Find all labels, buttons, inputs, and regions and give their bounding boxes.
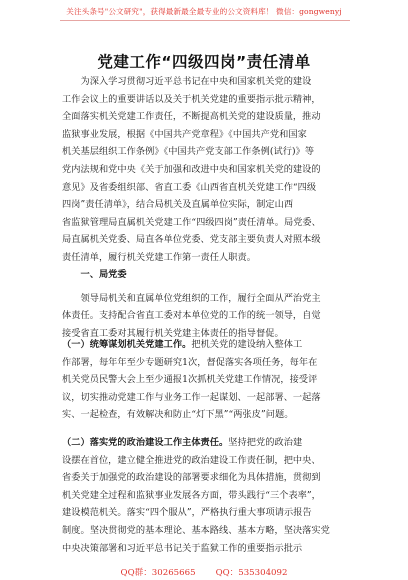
text-line: 省委关于加强党的政治建设的部署要求细化为具体措施，贯彻到 [62,472,321,484]
text-line: 机关基层组织工作条例》《中国共产党支部工作条例(试行)》等 [62,146,315,158]
text-line: 省监狱管理局直属机关党建工作“四级四岗”责任清单。局党委、 [62,216,321,228]
section-1 [62,266,350,342]
item-first-line [62,434,350,452]
text-line: 体责任。支持配合省直工委对本单位党的工作的统一领导，自觉 [62,310,321,322]
text-line: 意见》及省委组织部、省直工委《山西省直机关党建工作“四级 [62,181,317,193]
text-line: 实、一起检查，有效解决和防止“灯下黑”“两张皮”问题。 [62,409,294,421]
text-line: 机关党员民警大会上至少通报1次抓机关党建工作情况，接受评 [62,374,318,386]
item-text: 坚持把党的政治建 [228,437,303,448]
header-divider [60,20,350,21]
section-heading: 一、局党委 [62,269,127,280]
intro-paragraph [62,73,350,267]
item-2 [62,434,350,557]
text-line: 党内法规和党中央《关于加强和改进中央和国家机关党的建设的 [62,163,321,175]
footer [0,566,408,578]
text-line: 为深入学习贯彻习近平总书记在中央和国家机关党的建设 [62,76,312,87]
footer-qq-group: QQ群：30265665 [120,568,196,578]
text-line: 设摆在首位，建立健全推进党的政治建设工作责任制，把中央、 [62,454,321,466]
item-text: 把机关党的建设纳入整体工 [191,339,303,350]
text-line: 接受省直工委对其履行机关党建主体责任的指导督促。 [62,327,284,339]
text-line: 监狱事业发展，根据《中国共产党章程》《中国共产党和国家 [62,128,307,140]
item-first-line [62,336,350,354]
document-title: 党建工作“四级四岗”责任清单 [97,53,311,71]
item-title: （一）统筹谋划机关党建工作。 [62,339,192,350]
item-title: （二）落实党的政治建设工作主体责任。 [62,437,229,448]
text-line: 工作会议上的重要讲话以及关于机关党建的重要指示批示精神， [62,93,321,105]
text-line: 四岗”责任清单》，结合局机关及直属单位实际，制定山西 [62,199,294,211]
text-line: 领导局机关和直属单位党组织的工作，履行全面从严治党主 [62,292,321,304]
item-1 [62,336,350,424]
text-line: 作部署，每年年至少专题研究1次，督促落实各项任务，每年在 [62,356,318,368]
footer-qq: QQ：535304092 [215,568,288,578]
text-line: 机关党建全过程和监狱事业发展各方面，带头践行“三个表率”， [62,489,321,501]
text-line: 中央决策部署和习近平总书记关于监狱工作的重要指示批示 [62,542,303,554]
text-line: 局直属机关党委、局直各单位党委、党支部主要负责人对照本级 [62,234,321,246]
text-line: 议，切实推动党建工作与业务工作一起谋划、一起部署、一起落 [62,391,321,403]
text-line: 建设模范机关。落实“四个服从”，严格执行重大事项请示报告 [62,507,312,519]
text-line: 责任清单，履行机关党建工作第一责任人职责。 [62,251,256,263]
header-notice: 关注头条号"公文研究"，获得最新最全最专业的公文资料库！ 微信：gongwenyj [66,7,342,16]
text-line: 制度。坚决贯彻党的基本理论、基本路线、基本方略，坚决落实党 [62,524,330,536]
text-line: 全面落实机关党建工作责任，不断提高机关党的建设质量，推动 [62,111,321,123]
